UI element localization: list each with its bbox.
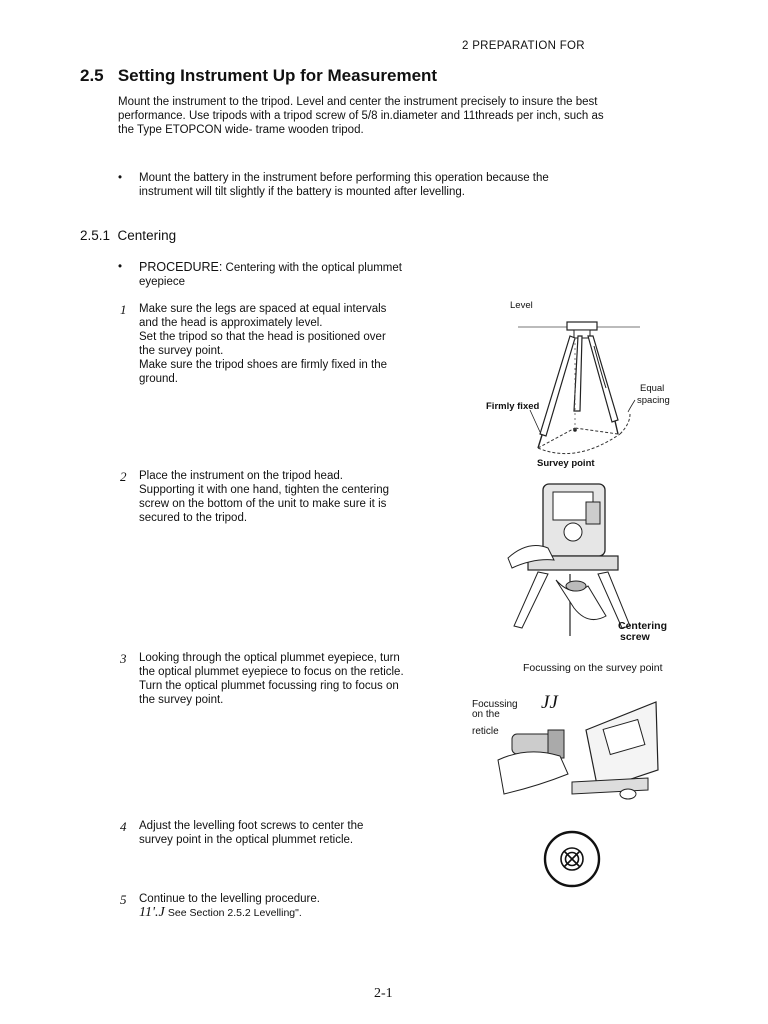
scribble-mark: JJ bbox=[541, 692, 558, 713]
bullet-icon: • bbox=[118, 261, 123, 273]
step-line: Supporting it with one hand, tighten the centering bbox=[139, 484, 389, 496]
firmly-fixed-label: Firmly fixed bbox=[486, 401, 540, 412]
step-line: ground. bbox=[139, 373, 179, 385]
section-reference[interactable]: See Section 2.5.2 Levelling". bbox=[167, 907, 302, 919]
page-number: 2-1 bbox=[374, 986, 393, 1001]
step-line: Set the tripod so that the head is positioned over bbox=[139, 331, 386, 343]
subsection-title-text: Centering bbox=[117, 228, 177, 243]
section-number: 2.5 bbox=[80, 66, 104, 85]
step-number: 3 bbox=[120, 651, 127, 666]
procedure-heading bbox=[118, 260, 478, 289]
note-line: instrument will tilt slightly if the battery is mounted after levelling. bbox=[139, 186, 465, 198]
step-line: the optical plummet eyepiece to focus on the reticle. bbox=[139, 666, 404, 678]
section-title bbox=[80, 66, 437, 86]
battery-note bbox=[118, 171, 658, 199]
equal-spacing-label-2: spacing bbox=[637, 395, 670, 406]
procedure-text: Centering with the optical plummet bbox=[222, 262, 402, 274]
step-number: 4 bbox=[120, 819, 127, 834]
step-2 bbox=[118, 469, 458, 525]
step-line: the survey point. bbox=[139, 694, 224, 706]
equal-spacing-label-1: Equal bbox=[640, 383, 665, 394]
procedure-text-2: eyepiece bbox=[139, 276, 186, 288]
step-number: 2 bbox=[120, 469, 127, 484]
subsection-title bbox=[80, 228, 176, 243]
focus-survey-label: Focussing on the survey point bbox=[523, 662, 663, 674]
step-line: Place the instrument on the tripod head. bbox=[139, 470, 343, 482]
focus-reticle-label-2: on the bbox=[472, 709, 500, 720]
step-number: 1 bbox=[120, 302, 127, 317]
step-line: Looking through the optical plummet eyepiece, turn bbox=[139, 652, 400, 664]
step-line: Continue to the levelling procedure. bbox=[139, 893, 320, 905]
step-number: 5 bbox=[120, 892, 127, 907]
subsection-number: 2.5.1 bbox=[80, 228, 111, 243]
focus-reticle-label-3: reticle bbox=[472, 726, 499, 737]
step-1 bbox=[118, 302, 458, 386]
running-header: 2 PREPARATION FOR bbox=[462, 40, 585, 52]
step-line: secured to the tripod. bbox=[139, 512, 248, 524]
focus-reticle-label-1: Focussing bbox=[472, 699, 518, 710]
step-line: Make sure the tripod shoes are firmly fixed in the bbox=[139, 359, 388, 371]
step-line: Adjust the levelling foot screws to center the bbox=[139, 820, 364, 832]
step-5 bbox=[118, 892, 458, 920]
intro-line: the Type ETOPCON wide- trame wooden tripod. bbox=[118, 124, 364, 136]
reference-mark: 11'.J bbox=[139, 905, 165, 920]
bullet-icon: • bbox=[118, 172, 123, 184]
intro-line: Mount the instrument to the tripod. Level and center the instrument precisely to insure the best bbox=[118, 96, 598, 108]
note-line: Mount the battery in the instrument before performing this operation because the bbox=[139, 172, 549, 184]
intro-line: performance. Use tripods with a tripod screw of 5/8 in.diameter and 11threads per inch, such as bbox=[118, 110, 604, 122]
procedure-label: PROCEDURE: bbox=[139, 260, 223, 274]
step-line: the survey point. bbox=[139, 345, 224, 357]
step-line: survey point in the optical plummet reticle. bbox=[139, 834, 354, 846]
step-3 bbox=[118, 651, 458, 707]
step-line: Turn the optical plummet focussing ring to focus on bbox=[139, 680, 399, 692]
step-4 bbox=[118, 819, 458, 847]
intro-paragraph bbox=[118, 95, 678, 137]
instrument-figure bbox=[498, 476, 668, 642]
survey-point-label: Survey point bbox=[537, 458, 595, 469]
level-label: Level bbox=[510, 300, 533, 311]
step-line: screw on the bottom of the unit to make sure it is bbox=[139, 498, 387, 510]
step-line: and the head is approximately level. bbox=[139, 317, 323, 329]
centering-screw-label-2: screw bbox=[620, 631, 650, 643]
step-line: Make sure the legs are spaced at equal intervals bbox=[139, 303, 387, 315]
section-title-text: Setting Instrument Up for Measurement bbox=[117, 66, 438, 85]
centering-screw-label-1: Centering bbox=[618, 620, 668, 632]
reticle-figure bbox=[540, 828, 604, 890]
